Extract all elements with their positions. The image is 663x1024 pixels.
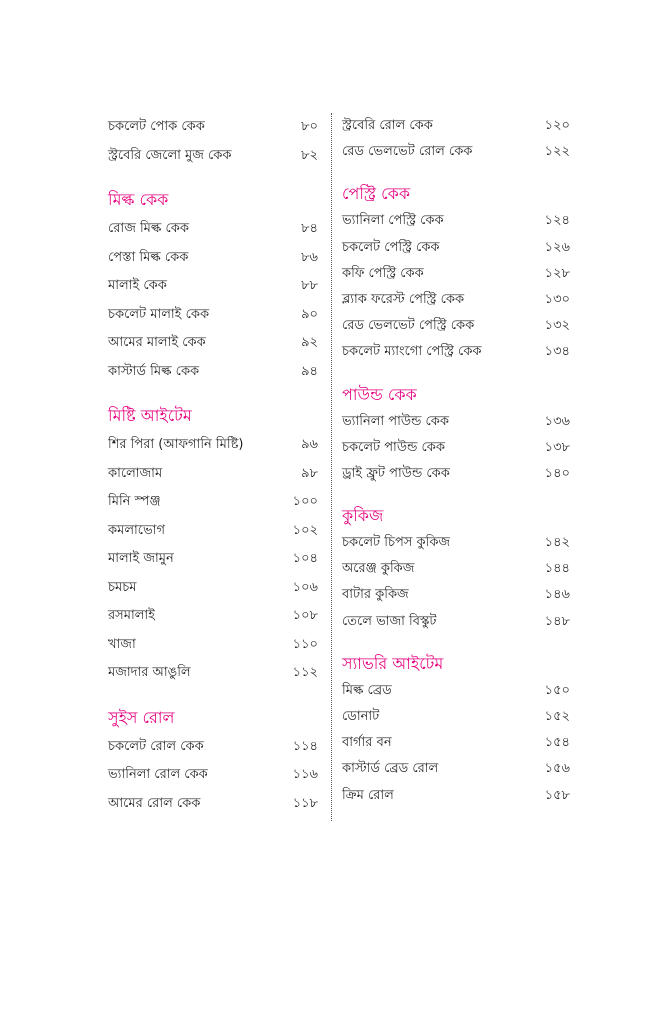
toc-section-swiss-roll — [108, 705, 318, 819]
entry-title: রেড ভেলভেট পেস্ট্রি কেক — [342, 318, 475, 334]
toc-entry — [342, 208, 570, 234]
entry-page-number: ১০৬ — [292, 579, 318, 595]
section-heading: স্যাভরি আইটেম — [342, 653, 444, 673]
entry-title: চকলেট পাউন্ড কেক — [342, 439, 445, 455]
entry-title: কফি পেস্ট্রি কেক — [342, 265, 424, 281]
toc-entry — [108, 431, 318, 460]
entry-title: চকলেট রোল কেক — [108, 738, 204, 754]
entry-page-number: ৯০ — [301, 306, 318, 322]
entry-page-number: ১৩৮ — [544, 439, 570, 455]
toc-entry — [342, 339, 570, 365]
entry-title: মালাই জামুন — [108, 551, 174, 566]
entry-page-number: ৮২ — [301, 147, 318, 163]
entry-title: বার্গার বন — [342, 735, 392, 751]
entry-page-number: ১০৪ — [292, 551, 318, 566]
entry-page-number: ১৫৮ — [544, 787, 570, 803]
entry-title: চকলেট চিপস কুকিজ — [342, 535, 451, 551]
entry-page-number: ১৫৬ — [544, 761, 570, 777]
toc-entry — [108, 244, 318, 273]
entry-title: তেলে ভাজা বিস্কুট — [342, 613, 437, 629]
toc-entry — [342, 287, 570, 313]
entry-page-number: ৯২ — [301, 335, 318, 350]
toc-entry — [342, 730, 570, 756]
toc-section-savory-items — [342, 651, 570, 809]
entry-page-number: ১১০ — [292, 636, 318, 652]
toc-entry — [108, 545, 318, 574]
toc-section-pound-cake — [342, 382, 570, 488]
toc-entry — [342, 609, 570, 635]
toc-entry — [342, 113, 570, 139]
toc-entry — [108, 488, 318, 517]
entry-title: চকলেট মালাই কেক — [108, 306, 210, 322]
entry-title: ডোনাট — [342, 709, 380, 724]
toc-entry — [342, 556, 570, 582]
toc-entry — [108, 358, 318, 387]
entry-title: মিনি স্পঞ্জ — [108, 494, 161, 509]
entry-title: ভ্যানিলা রোল কেক — [108, 767, 208, 782]
toc-entry — [342, 261, 570, 287]
toc-entry — [108, 215, 318, 244]
entry-page-number: ১২৮ — [544, 265, 570, 281]
column-divider — [331, 113, 332, 821]
entry-title: স্ট্রবেরি জেলো মুজ কেক — [108, 147, 232, 163]
toc-section-sweet-items — [108, 403, 318, 688]
entry-page-number: ১০০ — [292, 494, 318, 509]
toc-entry — [108, 761, 318, 790]
entry-title: ব্ল্যাক ফরেস্ট পেস্ট্রি কেক — [342, 291, 465, 307]
entry-page-number: ১৪২ — [544, 535, 570, 551]
entry-title: চমচম — [108, 579, 137, 595]
toc-entry — [342, 139, 570, 165]
entry-page-number: ১২৪ — [544, 213, 570, 229]
toc-entry — [342, 783, 570, 809]
toc-entry — [108, 574, 318, 603]
section-heading: কুকিজ — [342, 506, 384, 526]
entry-page-number: ১৪৮ — [544, 613, 570, 629]
toc-intro-group — [108, 113, 318, 170]
toc-entry — [342, 704, 570, 730]
toc-entry — [342, 313, 570, 339]
toc-entry — [108, 301, 318, 330]
entry-page-number: ১৪৬ — [544, 587, 570, 603]
toc-entry — [108, 329, 318, 358]
entry-page-number: ৮৬ — [301, 249, 318, 265]
entry-title: অরেঞ্জ কুকিজ — [342, 561, 415, 577]
toc-entry — [108, 733, 318, 762]
entry-title: মিল্ক ব্রেড — [342, 682, 392, 698]
entry-title: রসমালাই — [108, 608, 155, 623]
entry-page-number: ১১৮ — [292, 795, 318, 811]
toc-entry — [108, 602, 318, 631]
section-heading: মিষ্টি আইটেম — [108, 406, 192, 425]
entry-title: কাস্টার্ড ব্রেড রোল — [342, 761, 439, 777]
entry-title: চকলেট পোক কেক — [108, 119, 205, 134]
toc-entry — [342, 756, 570, 782]
toc-section-cookies — [342, 503, 570, 635]
toc-entry — [108, 272, 318, 301]
entry-page-number: ৮৪ — [301, 221, 318, 236]
entry-title: রোজ মিল্ক কেক — [108, 221, 189, 236]
toc-entry — [108, 517, 318, 546]
entry-title: চকলেট ম্যাংগো পেস্ট্রি কেক — [342, 344, 482, 360]
entry-title: খাজা — [108, 636, 136, 652]
entry-page-number: ১৫৪ — [544, 735, 570, 751]
entry-title: মালাই কেক — [108, 278, 167, 293]
entry-title: ড্রাই ফ্রুট পাউন্ড কেক — [342, 465, 450, 481]
toc-entry — [342, 435, 570, 461]
toc-right-column — [342, 113, 570, 809]
toc-entry — [108, 631, 318, 660]
entry-page-number: ১৩৬ — [544, 413, 570, 429]
entry-title: ক্রিম রোল — [342, 787, 394, 803]
entry-page-number: ১২২ — [544, 144, 570, 160]
entry-title: পেস্তা মিল্ক কেক — [108, 249, 189, 265]
toc-left-column — [108, 113, 318, 818]
entry-title: কাস্টার্ড মিল্ক কেক — [108, 363, 200, 379]
entry-title: স্ট্রবেরি রোল কেক — [342, 118, 433, 133]
entry-page-number: ১৩০ — [544, 291, 570, 307]
entry-page-number: ৮৮ — [301, 278, 318, 293]
toc-entry — [342, 235, 570, 261]
entry-page-number: ১৪০ — [544, 465, 570, 481]
toc-entry — [342, 409, 570, 435]
entry-title: মজাদার আঙুলি — [108, 665, 191, 680]
toc-entry — [108, 460, 318, 489]
entry-page-number: ১৫২ — [544, 709, 570, 724]
entry-page-number: ১০৮ — [292, 608, 318, 623]
entry-page-number: ১৩৪ — [544, 344, 570, 360]
entry-title: চকলেট পেস্ট্রি কেক — [342, 239, 440, 255]
section-heading: মিল্ক কেক — [108, 190, 169, 209]
entry-title: আমের রোল কেক — [108, 795, 201, 811]
toc-entry — [108, 113, 318, 142]
toc-entry — [342, 582, 570, 608]
entry-page-number: ৮০ — [301, 119, 318, 134]
entry-page-number: ৯৬ — [301, 437, 318, 452]
entry-page-number: ৯৪ — [301, 363, 318, 379]
entry-page-number: ১৩২ — [544, 318, 570, 334]
section-heading: পাউন্ড কেক — [342, 384, 417, 404]
entry-title: কমলাভোগ — [108, 522, 165, 538]
entry-page-number: ১১৬ — [292, 767, 318, 782]
entry-page-number: ৯৮ — [301, 465, 318, 481]
toc-entry — [342, 530, 570, 556]
entry-title: কালোজাম — [108, 465, 163, 481]
entry-title: শির পিরা (আফগানি মিষ্টি) — [108, 437, 244, 452]
toc-entry — [108, 142, 318, 171]
entry-page-number: ১১২ — [292, 665, 318, 680]
entry-title: বাটার কুকিজ — [342, 587, 409, 603]
section-heading: সুইস রোল — [108, 707, 175, 727]
entry-page-number: ১১৪ — [292, 738, 318, 754]
entry-page-number: ১৪৪ — [544, 561, 570, 577]
section-heading: পেস্ট্রি কেক — [342, 184, 411, 204]
entry-page-number: ১২৬ — [544, 239, 570, 255]
toc-section-milk-cake — [108, 187, 318, 386]
toc-section-pastry-cake — [342, 181, 570, 365]
entry-title: ভ্যানিলা পেস্ট্রি কেক — [342, 213, 444, 229]
toc-entry — [108, 659, 318, 688]
entry-page-number: ১২০ — [544, 118, 570, 133]
entry-title: আমের মালাই কেক — [108, 335, 206, 350]
toc-intro-group — [342, 113, 570, 165]
toc-entry — [342, 461, 570, 487]
entry-title: রেড ভেলভেট রোল কেক — [342, 144, 473, 160]
entry-page-number: ১৫০ — [544, 682, 570, 698]
toc-entry — [342, 678, 570, 704]
entry-title: ভ্যানিলা পাউন্ড কেক — [342, 413, 449, 429]
toc-entry — [108, 790, 318, 819]
entry-page-number: ১০২ — [292, 522, 318, 538]
